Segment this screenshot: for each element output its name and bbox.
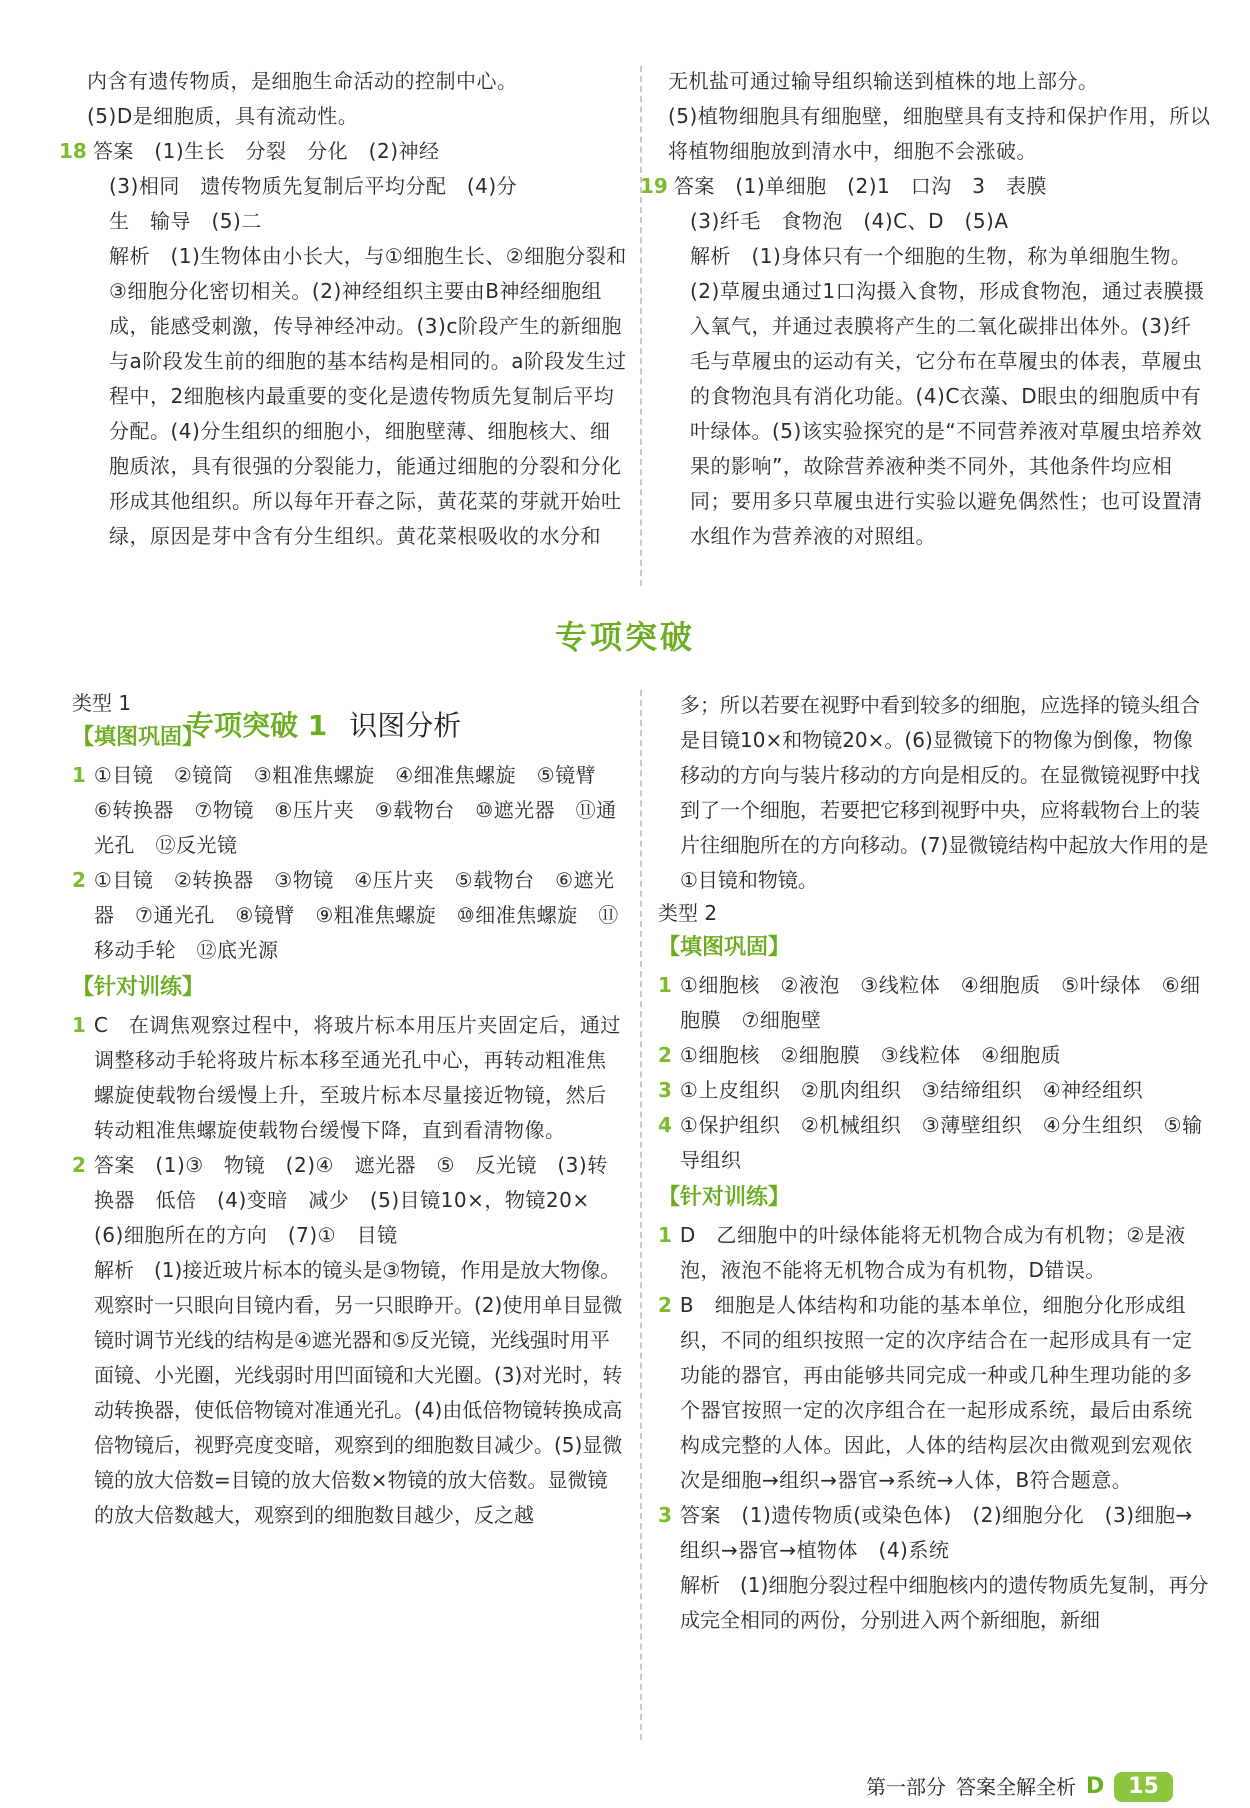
item-text: ①细胞核 ②液泡 ③线粒体 ④细胞质 ⑤叶绿体 ⑥细胞膜 ⑦细胞壁: [679, 973, 1201, 1032]
list-item: [72, 1148, 625, 1253]
section-title: 专项突破: [554, 618, 695, 656]
footer-part: 第一部分: [866, 1775, 946, 1799]
footer-letter: D: [1086, 1774, 1105, 1799]
list-item: [72, 758, 625, 863]
item-number: 2: [658, 1043, 672, 1067]
analysis-text: 解析 (1)细胞分裂过程中细胞核内的遗传物质先复制，再分成完全相同的两份，分别进入两个新细胞，新细: [680, 1573, 1209, 1632]
text-line: [87, 239, 630, 554]
text-line: [668, 204, 1211, 239]
answer-text: 内含有遗传物质，是细胞生命活动的控制中心。: [87, 69, 518, 93]
list-item: [72, 1008, 625, 1148]
answer-text: 解析 (1)身体只有一个细胞的生物，称为单细胞生物。(2)草履虫通过1口沟摄入食物，形成食物泡，通过表膜摄入氧气，并通过表膜将产生的二氧化碳排出体外。(3)纤毛与草履虫的运动有关，它分布在草履虫的体表，草履虫的食物泡具有消化功能。(4)C衣藻、D眼虫的细胞质中有叶绿体。(5)该实验探究的是“不同营养液对草履虫培养效果的影响”，故除营养液种类不同外，其他条件均应相同；要用多只草履虫进行实验以避免偶然性；也可设置清水组作为营养液的对照组。: [690, 244, 1205, 548]
sub-title-number: 专项突破 1: [186, 709, 328, 742]
question-number: 19: [640, 174, 668, 198]
continued-text: 多；所以若要在视野中看到较多的细胞，应选择的镜头组合是目镜10×和物镜20×。(6)显微镜下的物像为倒像，物像移动的方向与装片移动的方向是相反的。在显微镜视野中找到了一个细胞，若要把它移到视野中央，应将载物台上的装片往细胞所在的方向移动。(7)显微镜结构中起放大作用的是①目镜和物镜。: [680, 693, 1209, 892]
type-label: 类型 2: [658, 901, 718, 925]
item-number: 1: [72, 763, 86, 787]
answer-text: 无机盐可通过输导组织输送到植株的地上部分。: [668, 69, 1099, 93]
list-item: [658, 1288, 1211, 1498]
item-text: ①目镜 ②镜筒 ③粗准焦螺旋 ④细准焦螺旋 ⑤镜臂 ⑥转换器 ⑦物镜 ⑧压片夹 ⑨载物台 ⑩遮光器 ⑪通光孔 ⑫反光镜: [93, 763, 617, 857]
list-item: [72, 863, 625, 968]
text-line: [668, 239, 1211, 554]
text-line: [640, 169, 1211, 204]
column-divider-top: [640, 66, 642, 586]
item-number: 2: [72, 868, 86, 892]
answer-text: 答案 (1)生长 分裂 分化 (2)神经: [92, 139, 440, 163]
item-text: 答案 (1)遗传物质(或染色体) (2)细胞分化 (3)细胞→组织→器官→植物体 (4)系统: [679, 1503, 1193, 1562]
item-text: 答案 (1)③ 物镜 (2)④ 遮光器 ⑤ 反光镜 (3)转换器 低倍 (4)变暗 减少 (5)目镜10×，物镜20× (6)细胞所在的方向 (7)① 目镜: [93, 1153, 611, 1247]
item-number: 3: [658, 1078, 672, 1102]
type-label: 类型 1: [72, 691, 132, 715]
section-tag: 【针对训练】: [72, 975, 205, 1000]
text-line: [87, 204, 630, 239]
column-divider-bottom: [640, 690, 642, 1740]
text-line: [87, 169, 630, 204]
list-item: [658, 1038, 1211, 1073]
list-item: [658, 1108, 1211, 1178]
text-line: [668, 99, 1211, 169]
item-text: ①细胞核 ②细胞膜 ③线粒体 ④细胞质: [679, 1043, 1062, 1067]
section-tag: 【针对训练】: [658, 1185, 791, 1210]
bottom-right-column: [658, 688, 1211, 1638]
item-text: B 细胞是人体结构和功能的基本单位，细胞分化形成组织，不同的组织按照一定的次序结合在一起形成具有一定功能的器官，再由能够共同完成一种或几种生理功能的多个器官按照一定的次序组合在一起形成系统，最后由系统构成完整的人体。因此，人体的结构层次由微观到宏观依次是细胞→组织→器官→系统→人体，B符合题意。: [679, 1293, 1193, 1492]
footer-title: 答案全解全析: [956, 1775, 1076, 1799]
text-line: [668, 64, 1211, 99]
item-number: 1: [72, 1013, 86, 1037]
item-text: C 在调焦观察过程中，将玻片标本用压片夹固定后，通过调整移动手轮将玻片标本移至通光孔中心，再转动粗准焦螺旋使载物台缓慢上升，至玻片标本尽量接近物镜，然后转动粗准焦螺旋使载物台缓慢下降，直到看清物像。: [93, 1013, 621, 1142]
bottom-left-column: [72, 688, 625, 1533]
list-item: [658, 1073, 1211, 1108]
text-line: [87, 64, 630, 99]
list-item: [658, 968, 1211, 1038]
answer-text: 生 输导 (5)二: [109, 209, 262, 233]
page-number: 15: [1114, 1772, 1173, 1802]
item-number: 2: [72, 1153, 86, 1177]
answer-text: (5)D是细胞质，具有流动性。: [87, 104, 359, 128]
section-tag: 【填图巩固】: [72, 725, 205, 750]
answer-text: (3)纤毛 食物泡 (4)C、D (5)A: [690, 209, 1009, 233]
question-number: 18: [59, 139, 87, 163]
item-text: D 乙细胞中的叶绿体能将无机物合成为有机物；②是液泡，液泡不能将无机物合成为有机物，D错误。: [679, 1223, 1186, 1282]
list-item: [658, 1218, 1211, 1288]
item-text: ①上皮组织 ②肌肉组织 ③结缔组织 ④神经组织: [679, 1078, 1144, 1102]
item-text: ①目镜 ②转换器 ③物镜 ④压片夹 ⑤载物台 ⑥遮光器 ⑦通光孔 ⑧镜臂 ⑨粗准焦螺旋 ⑩细准焦螺旋 ⑪移动手轮 ⑫底光源: [93, 868, 619, 962]
sub-title-text: 识图分析: [349, 709, 462, 742]
section-tag: 【填图巩固】: [658, 935, 791, 960]
item-number: 1: [658, 973, 672, 997]
answer-text: (3)相同 遗传物质先复制后平均分配 (4)分: [109, 174, 518, 198]
answer-text: 答案 (1)单细胞 (2)1 口沟 3 表膜: [673, 174, 1047, 198]
item-text: ①保护组织 ②机械组织 ③薄壁组织 ④分生组织 ⑤输导组织: [679, 1113, 1203, 1172]
top-left-column: [59, 64, 630, 554]
item-number: 3: [658, 1503, 672, 1527]
item-number: 2: [658, 1293, 672, 1317]
top-right-column: [640, 64, 1211, 554]
item-number: 1: [658, 1223, 672, 1247]
text-line: [59, 134, 630, 169]
item-number: 4: [658, 1113, 672, 1137]
text-line: [87, 99, 630, 134]
answer-text: (5)植物细胞具有细胞壁，细胞壁具有支持和保护作用，所以将植物细胞放到清水中，细胞不会涨破。: [668, 104, 1211, 163]
page-footer: [866, 1772, 1173, 1802]
list-item: [658, 1498, 1211, 1568]
answer-text: 解析 (1)生物体由小长大，与①细胞生长、②细胞分裂和③细胞分化密切相关。(2)神经组织主要由B神经细胞组成，能感受刺激，传导神经冲动。(3)c阶段产生的新细胞与a阶段发生前的细胞的基本结构是相同的。a阶段发生过程中，2细胞核内最重要的变化是遗传物质先复制后平均分配。(4)分生组织的细胞小，细胞壁薄、细胞核大、细胞质浓，具有很强的分裂能力，能通过细胞的分裂和分化形成其他组织。所以每年开春之际，黄花菜的芽就开始吐绿，原因是芽中含有分生组织。黄花菜根吸收的水分和: [109, 244, 627, 548]
analysis-text: 解析 (1)接近玻片标本的镜头是③物镜，作用是放大物像。观察时一只眼向目镜内看，另一只眼睁开。(2)使用单目显微镜时调节光线的结构是④遮光器和⑤反光镜，光线强时用平面镜、小光圈，光线弱时用凹面镜和大光圈。(3)对光时，转动转换器，使低倍物镜对准通光孔。(4)由低倍物镜转换成高倍物镜后，视野亮度变暗，观察到的细胞数目减少。(5)显微镜的放大倍数=目镜的放大倍数×物镜的放大倍数。显微镜的放大倍数越大，观察到的细胞数目越少，反之越: [94, 1258, 623, 1527]
